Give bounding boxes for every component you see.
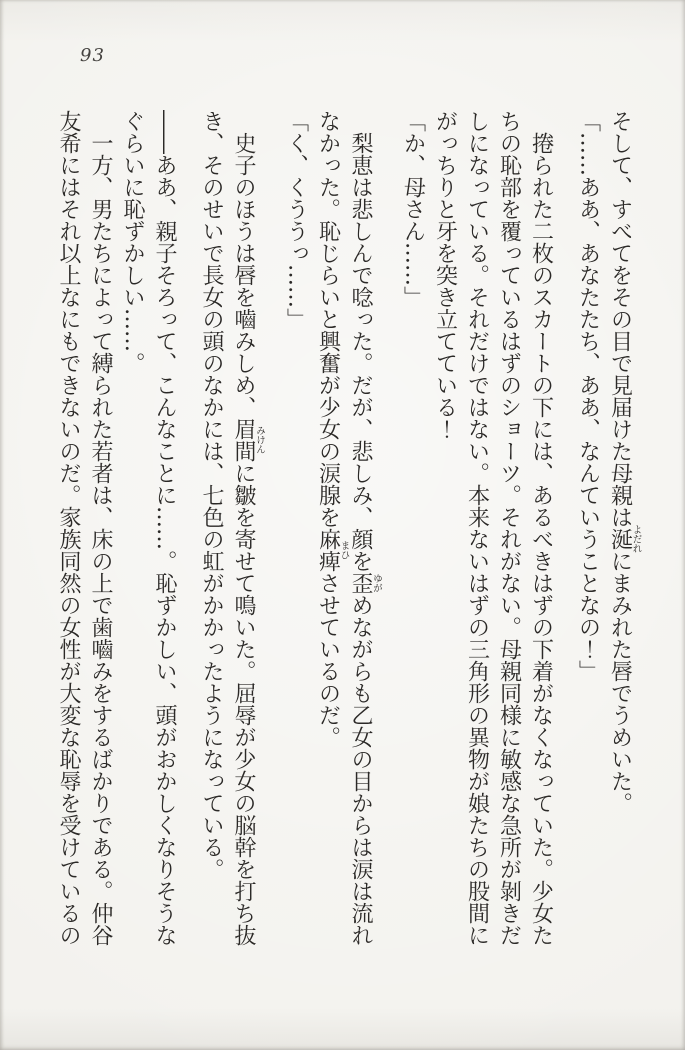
page-number: 93 bbox=[80, 45, 105, 66]
ruby-annotated-word: 麻痺まひ bbox=[315, 528, 350, 572]
ruby-annotated-word: 涎よだれ bbox=[607, 524, 642, 554]
body-text bbox=[52, 110, 641, 952]
paragraph: 一方、男たちによって縛られた若者は、床の上で歯嚙みをするばかりである。仲谷友希にはそれ以上なにもできないのだ。家族同然の女性が大変な恥辱を受けているの bbox=[56, 110, 113, 946]
ruby-annotated-word: 眉間みけん bbox=[231, 418, 265, 462]
paragraph: 梨恵は悲しんで唸った。だが、悲しみ、顔を歪ゆがめながらも乙女の目からは涙は流れなかった。恥じらいと興奮が少女の涙腺を麻痺まひさせているのだ。 bbox=[315, 110, 382, 946]
paragraph: そして、すべてをその目で見届けた母親は涎よだれにまみれた唇でうめいた。 bbox=[607, 110, 642, 814]
furigana: よだれ bbox=[630, 524, 642, 554]
paragraph: 捲られた二枚のスカートの下には、あるべきはずの下着がなくなっていた。少女たちの恥部を覆っているはずのショーツ。それがない。母親同様に敏感な急所が剝きだしになっている。それだけではない。本来ないはずの三角形の異物が娘たちの股間にがっちりと牙を突き立てている！ bbox=[432, 110, 554, 946]
paragraph: 「か、母さん……」 bbox=[400, 110, 426, 308]
furigana: まひ bbox=[338, 528, 350, 572]
paragraph: 「……ああ、あなたたち、ああ、なんていうことなの！」 bbox=[575, 110, 601, 682]
furigana: みけん bbox=[254, 418, 265, 462]
paragraph: ――ああ、親子そろって、こんなことに……。恥ずかしい、頭がおかしくなりそうなぐらいに恥ずかしい……。 bbox=[120, 110, 177, 946]
paragraph: 史子のほうは唇を嚙みしめ、眉間みけんに皺を寄せて鳴いた。屈辱が少女の脳幹を打ち抜き、そのせいで長女の頭のなかには、七色の虹がかかったようになっている。 bbox=[199, 110, 265, 946]
ruby-annotated-word: 歪ゆが bbox=[348, 572, 382, 594]
paragraph: 「く、くううっ……」 bbox=[283, 110, 309, 330]
furigana: ゆが bbox=[371, 572, 382, 594]
